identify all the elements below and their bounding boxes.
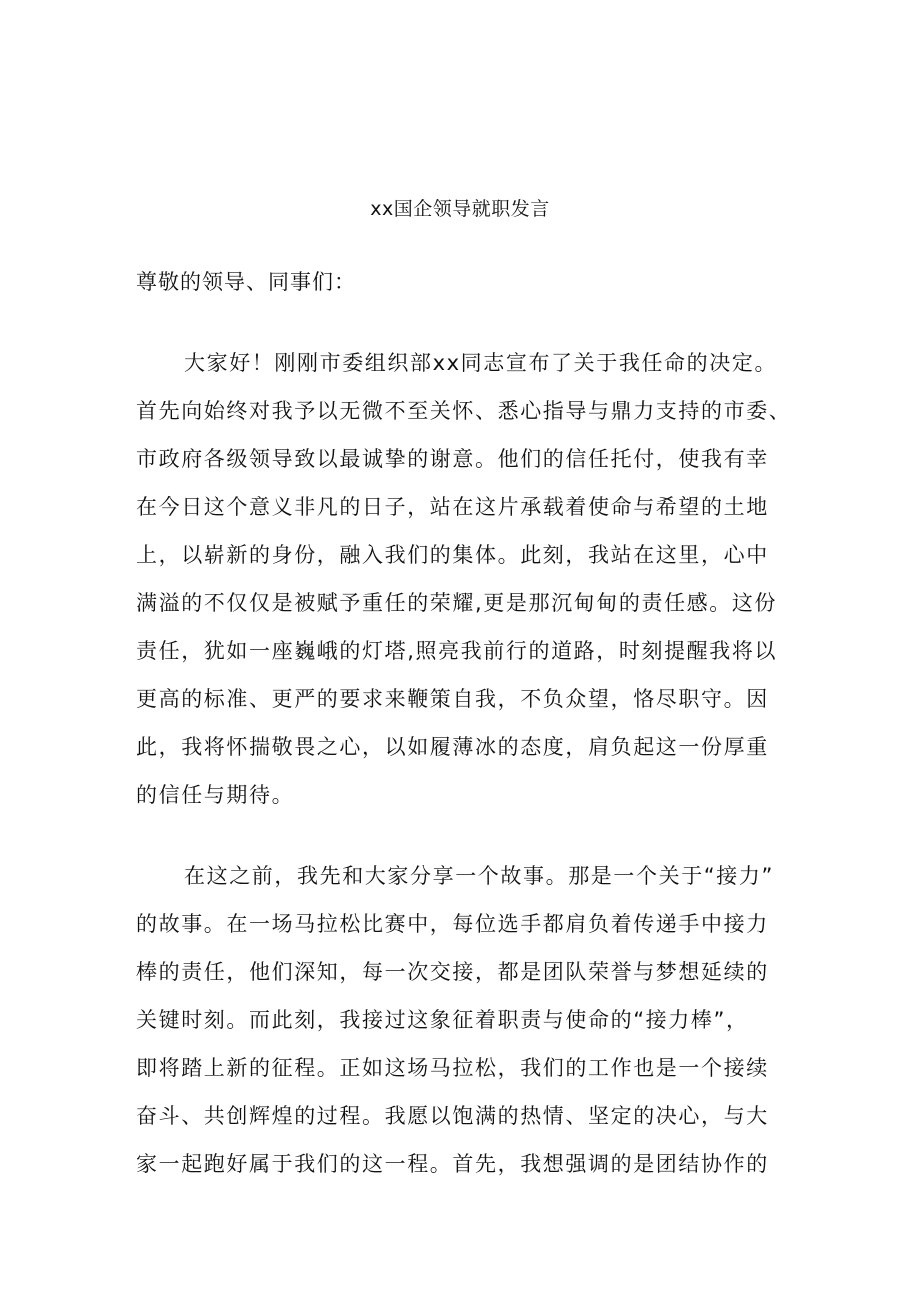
- paragraph-2-line-6: 奋斗、共创辉煌的过程。我愿以饱满的热情、坚定的决心，与大: [136, 1104, 769, 1128]
- paragraph-1-line-8: 更高的标准、更严的要求来鞭策自我，不负众望，恪尽职守。因: [136, 687, 769, 711]
- paragraph-1-line-9: 此，我将怀揣敬畏之心，以如履薄冰的态度，肩负起这一份厚重: [136, 735, 769, 759]
- paragraph-2-line-3: 棒的责任，他们深知，每一次交接，都是团队荣誉与梦想延续的: [136, 960, 769, 984]
- paragraph-1-line-1: 大家好！刚刚市委组织部xx同志宣布了关于我任命的决定。: [184, 351, 778, 375]
- paragraph-2-line-1: 在这之前，我先和大家分享一个故事。那是一个关于“接力”: [184, 864, 774, 888]
- document-title: xx国企领导就职发言: [370, 198, 550, 220]
- paragraph-1-line-7: 责任，犹如一座巍峨的灯塔,照亮我前行的道路，时刻提醒我将以: [136, 639, 778, 663]
- paragraph-2-line-7: 家一起跑好属于我们的这一程。首先，我想强调的是团结协作的: [136, 1152, 769, 1176]
- paragraph-2-line-5: 即将踏上新的征程。正如这场马拉松，我们的工作也是一个接续: [136, 1056, 769, 1080]
- paragraph-1-line-4: 在今日这个意义非凡的日子，站在这片承载着使命与希望的土地: [136, 495, 769, 519]
- salutation: 尊敬的领导、同事们：: [136, 270, 356, 294]
- paragraph-1-line-5: 上，以崭新的身份，融入我们的集体。此刻，我站在这里，心中: [136, 543, 769, 567]
- paragraph-1-line-2: 首先向始终对我予以无微不至关怀、悉心指导与鼎力支持的市委、: [136, 399, 792, 423]
- paragraph-2-line-4: 关键时刻。而此刻，我接过这象征着职责与使命的“接力棒”，: [136, 1008, 749, 1032]
- paragraph-1-line-3: 市政府各级领导致以最诚挚的谢意。他们的信任托付，使我有幸: [136, 447, 769, 471]
- paragraph-1-line-10: 的信任与期待。: [136, 783, 295, 807]
- paragraph-1-line-6: 满溢的不仅仅是被赋予重任的荣耀,更是那沉甸甸的责任感。这份: [136, 591, 778, 615]
- paragraph-2-line-2: 的故事。在一场马拉松比赛中，每位选手都肩负着传递手中接力: [136, 912, 769, 936]
